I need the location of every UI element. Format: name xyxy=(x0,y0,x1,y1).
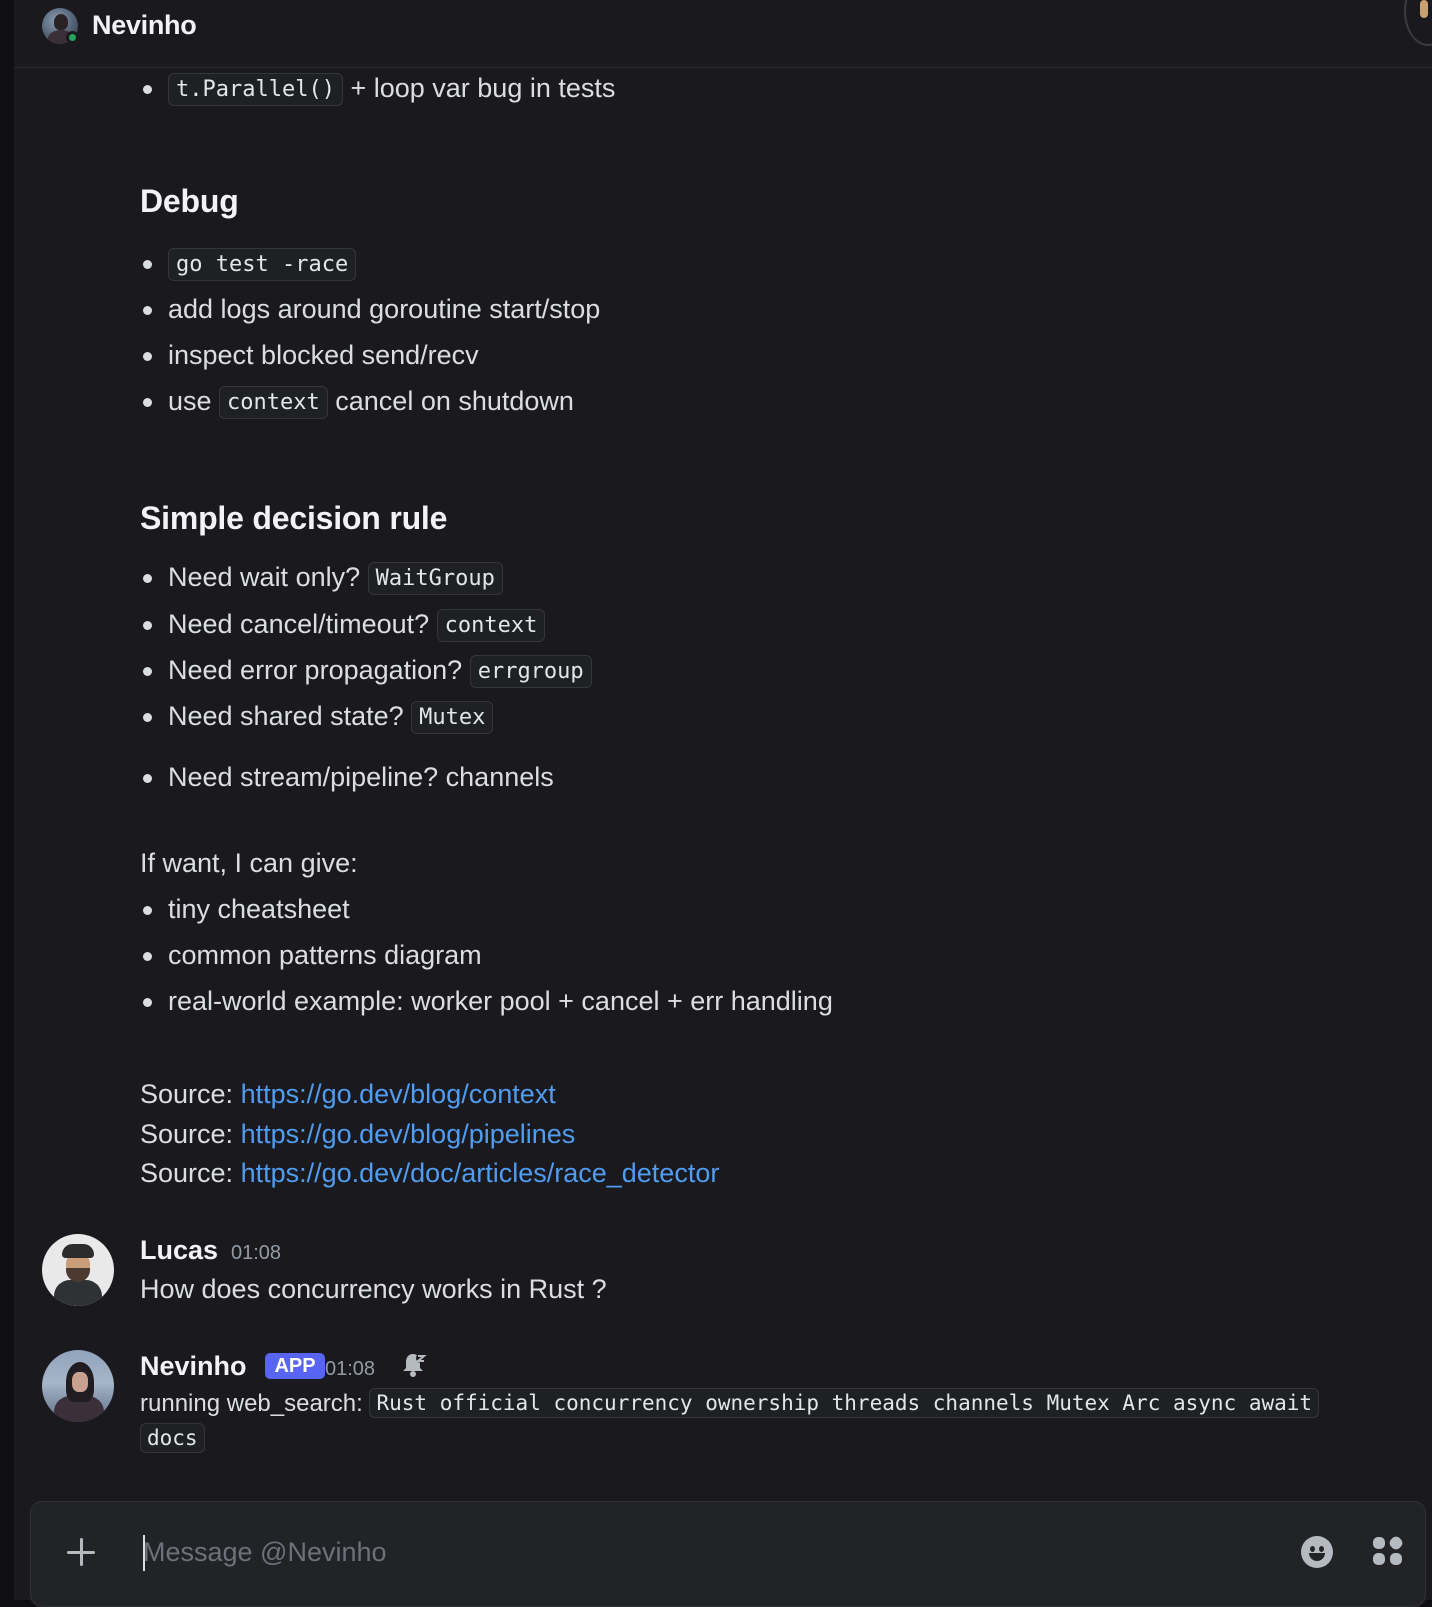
list-item: t.Parallel() + loop var bug in tests xyxy=(140,68,615,108)
section-heading-debug: Debug xyxy=(140,183,239,219)
inline-code: t.Parallel() xyxy=(168,73,343,106)
avatar-lucas[interactable] xyxy=(42,1234,114,1306)
list-item: add logs around goroutine start/stop xyxy=(140,289,600,329)
source-line: Source: https://go.dev/blog/context xyxy=(140,1079,556,1109)
list-item: Need stream/pipeline? channels xyxy=(140,757,554,797)
list-item: common patterns diagram xyxy=(140,935,482,975)
source-line: Source: https://go.dev/doc/articles/race_detector xyxy=(140,1158,720,1188)
channel-header xyxy=(14,0,1432,68)
message-input[interactable] xyxy=(143,1530,1143,1574)
source-link[interactable]: https://go.dev/blog/pipelines xyxy=(240,1119,576,1149)
inline-code: WaitGroup xyxy=(368,562,503,595)
dm-window xyxy=(14,0,1432,1600)
source-link[interactable]: https://go.dev/blog/context xyxy=(240,1079,556,1109)
corner-avatar-fragment xyxy=(1404,0,1432,46)
list-item: Need error propagation? errgroup xyxy=(140,650,592,690)
list-item: tiny cheatsheet xyxy=(140,889,350,929)
message-text: How does concurrency works in Rust ? xyxy=(140,1274,607,1304)
list-item: Need shared state? Mutex xyxy=(140,696,493,736)
username-lucas[interactable]: Lucas xyxy=(140,1235,219,1265)
online-status-dot xyxy=(66,31,79,44)
section-heading-rule: Simple decision rule xyxy=(140,500,448,536)
list-item: Need wait only? WaitGroup xyxy=(140,557,503,597)
list-item: Need cancel/timeout? context xyxy=(140,604,545,644)
offer-intro: If want, I can give: xyxy=(140,848,358,878)
inline-code: docs xyxy=(140,1423,205,1453)
list-item xyxy=(140,243,356,283)
message-timestamp: 01:08 xyxy=(231,1242,282,1264)
message-composer xyxy=(30,1501,1426,1607)
source-line: Source: https://go.dev/blog/pipelines xyxy=(140,1119,576,1149)
username-nevinho[interactable]: Nevinho xyxy=(140,1351,247,1381)
plus-icon[interactable] xyxy=(65,1536,97,1568)
channel-title: Nevinho xyxy=(92,10,197,40)
inline-code: context xyxy=(437,609,546,642)
inline-code: Mutex xyxy=(411,701,493,734)
list-item: real-world example: worker pool + cancel + err handling xyxy=(140,981,833,1021)
inline-code: context xyxy=(219,386,328,419)
list-item: use context cancel on shutdown xyxy=(140,381,574,421)
inline-code: go test -race xyxy=(168,248,356,281)
bell-mute-icon[interactable] xyxy=(398,1350,428,1380)
tool-status: running web_search: Rust official concurrency ownership threads channels Mutex Arc async await docs xyxy=(140,1386,1340,1456)
apps-icon[interactable] xyxy=(1371,1534,1405,1568)
inline-code: Rust official concurrency ownership threads channels Mutex Arc async await xyxy=(369,1388,1319,1418)
source-link[interactable]: https://go.dev/doc/articles/race_detector xyxy=(240,1158,720,1188)
list-item: inspect blocked send/recv xyxy=(140,335,479,375)
avatar-nevinho[interactable] xyxy=(42,1350,114,1422)
app-badge: APP xyxy=(265,1353,325,1379)
message-timestamp: 01:08 xyxy=(325,1358,376,1380)
inline-code: errgroup xyxy=(470,655,592,688)
emoji-icon[interactable] xyxy=(1301,1536,1333,1568)
